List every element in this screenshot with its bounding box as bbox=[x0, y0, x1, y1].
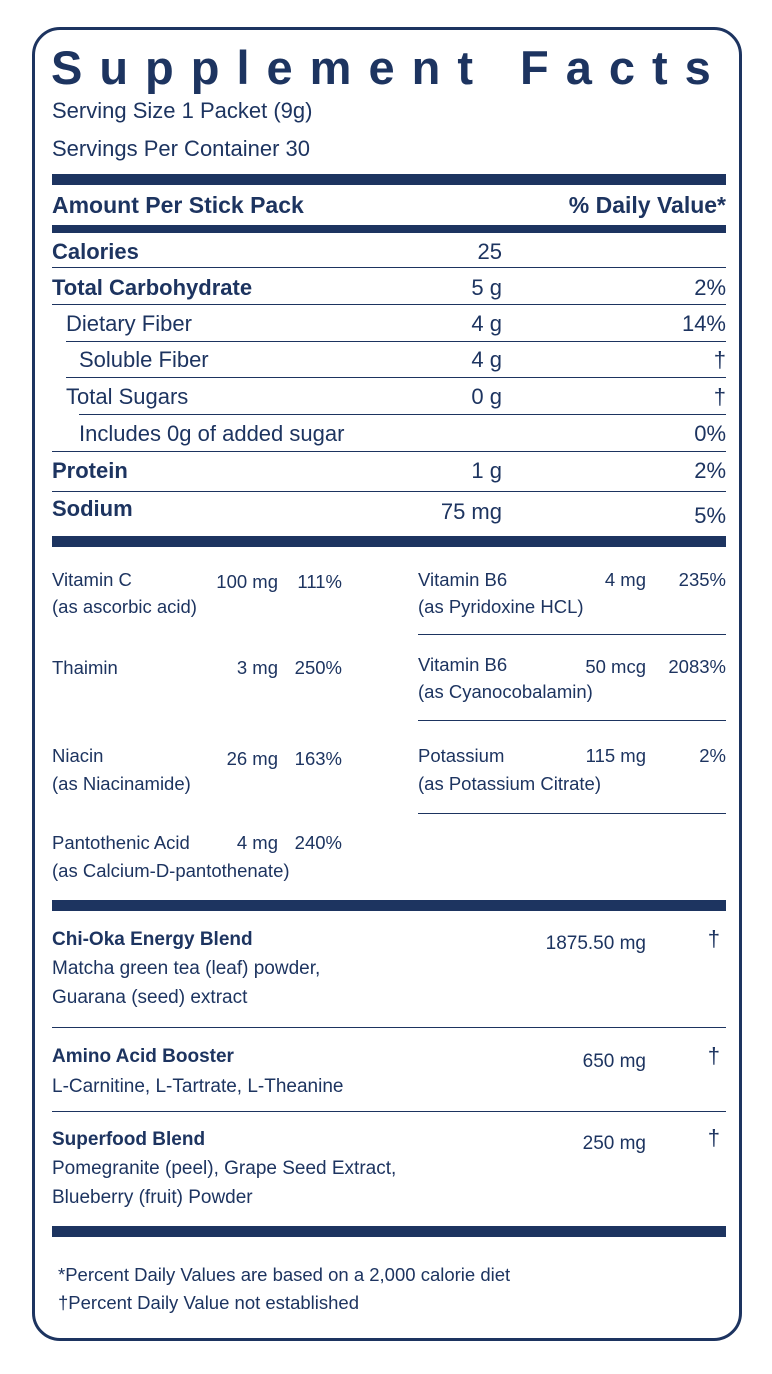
blend-amount: 650 mg bbox=[582, 1051, 646, 1072]
vitamin-name: Potassium bbox=[418, 745, 505, 766]
nutrient-name: Total Carbohydrate bbox=[52, 275, 253, 300]
row-divider bbox=[418, 720, 726, 721]
blend-ingredients: Guarana (seed) extract bbox=[52, 987, 248, 1008]
blend-amount: 250 mg bbox=[582, 1133, 646, 1154]
vitamin-amount: 100 mg bbox=[216, 571, 278, 592]
row-divider bbox=[66, 377, 726, 378]
serving-size: Serving Size 1 Packet (9g) bbox=[52, 98, 313, 123]
vitamin-name: Vitamin C bbox=[52, 569, 132, 590]
blend-ingredients: L-Carnitine, L-Tartrate, L-Theanine bbox=[52, 1076, 344, 1097]
blend-ingredients: Pomegranite (peel), Grape Seed Extract, bbox=[52, 1158, 397, 1179]
vitamin-name: Thaimin bbox=[52, 657, 118, 678]
nutrient-name: Total Sugars bbox=[66, 384, 189, 409]
blend-ingredients: Matcha green tea (leaf) powder, bbox=[52, 958, 321, 979]
row-divider bbox=[418, 634, 726, 635]
blend-name: Amino Acid Booster bbox=[52, 1046, 234, 1067]
nutrient-dv: 14% bbox=[681, 311, 726, 336]
row-divider bbox=[52, 1027, 726, 1028]
row-divider bbox=[52, 1111, 726, 1112]
vitamin-dv: 240% bbox=[294, 832, 342, 853]
blend-dv: † bbox=[707, 1043, 720, 1068]
nutrient-dv: † bbox=[713, 347, 726, 372]
footnote-not-established: †Percent Daily Value not established bbox=[58, 1292, 359, 1313]
footnote-dv-basis: *Percent Daily Values are based on a 2,000 calorie diet bbox=[58, 1264, 511, 1285]
thick-divider bbox=[52, 1226, 726, 1237]
nutrient-amount: 5 g bbox=[471, 275, 502, 300]
blend-ingredients: Blueberry (fruit) Powder bbox=[52, 1187, 253, 1208]
nutrient-amount: 1 g bbox=[471, 458, 502, 483]
blend-name: Chi-Oka Energy Blend bbox=[52, 929, 253, 950]
thick-divider bbox=[52, 900, 726, 911]
vitamin-dv: 2% bbox=[699, 745, 726, 766]
vitamin-amount: 115 mg bbox=[585, 745, 646, 766]
nutrient-dv: 5% bbox=[694, 503, 726, 528]
row-divider bbox=[79, 414, 726, 415]
vitamin-dv: 2083% bbox=[668, 656, 726, 677]
nutrient-amount: 25 bbox=[477, 239, 502, 264]
amount-header: Amount Per Stick Pack bbox=[52, 192, 304, 218]
nutrient-name: Dietary Fiber bbox=[66, 311, 192, 336]
vitamin-amount: 50 mcg bbox=[585, 656, 646, 677]
nutrient-amount: 4 g bbox=[471, 311, 502, 336]
row-divider bbox=[66, 341, 726, 342]
row-divider bbox=[52, 491, 726, 492]
vitamin-amount: 26 mg bbox=[226, 748, 278, 769]
vitamin-name: Pantothenic Acid bbox=[52, 832, 190, 853]
vitamin-dv: 111% bbox=[297, 571, 342, 592]
nutrient-amount: 75 mg bbox=[440, 499, 502, 524]
vitamin-name: Niacin bbox=[52, 745, 104, 766]
dv-header: % Daily Value* bbox=[568, 192, 726, 218]
row-divider bbox=[418, 813, 726, 814]
nutrient-name: Sodium bbox=[52, 496, 133, 521]
vitamin-source: (as ascorbic acid) bbox=[52, 596, 197, 617]
nutrient-amount: 0 g bbox=[471, 384, 502, 409]
blend-dv: † bbox=[707, 1125, 720, 1150]
row-divider bbox=[52, 304, 726, 305]
nutrient-amount: 4 g bbox=[471, 347, 502, 372]
vitamin-dv: 163% bbox=[294, 748, 342, 769]
servings-per-container: Servings Per Container 30 bbox=[52, 136, 311, 161]
label-title: Supplement Facts bbox=[51, 41, 728, 94]
vitamin-amount: 4 mg bbox=[236, 832, 278, 853]
vitamin-source: (as Niacinamide) bbox=[52, 773, 191, 794]
vitamin-name: Vitamin B6 bbox=[418, 569, 508, 590]
nutrient-dv: 2% bbox=[694, 275, 726, 300]
blend-amount: 1875.50 mg bbox=[545, 933, 646, 954]
vitamin-source: (as Cyanocobalamin) bbox=[418, 681, 593, 702]
thick-divider bbox=[52, 536, 726, 547]
nutrient-dv: † bbox=[713, 384, 726, 409]
vitamin-amount: 4 mg bbox=[604, 569, 646, 590]
vitamin-name: Vitamin B6 bbox=[418, 654, 508, 675]
nutrient-name: Includes 0g of added sugar bbox=[79, 421, 345, 446]
nutrient-name: Calories bbox=[52, 239, 139, 264]
medium-divider bbox=[52, 225, 726, 233]
thick-divider bbox=[52, 174, 726, 185]
vitamin-dv: 235% bbox=[678, 569, 726, 590]
nutrient-dv: 2% bbox=[694, 458, 726, 483]
vitamin-source: (as Potassium Citrate) bbox=[418, 773, 601, 794]
blend-name: Superfood Blend bbox=[52, 1129, 206, 1150]
nutrient-dv: 0% bbox=[694, 421, 726, 446]
row-divider bbox=[52, 451, 726, 452]
vitamin-source: (as Calcium-D-pantothenate) bbox=[52, 860, 290, 881]
vitamin-amount: 3 mg bbox=[236, 657, 278, 678]
vitamin-source: (as Pyridoxine HCL) bbox=[418, 596, 584, 617]
nutrient-name: Soluble Fiber bbox=[79, 347, 209, 372]
row-divider bbox=[52, 267, 726, 268]
vitamin-dv: 250% bbox=[294, 657, 342, 678]
blend-dv: † bbox=[707, 926, 720, 951]
nutrient-name: Protein bbox=[52, 458, 128, 483]
